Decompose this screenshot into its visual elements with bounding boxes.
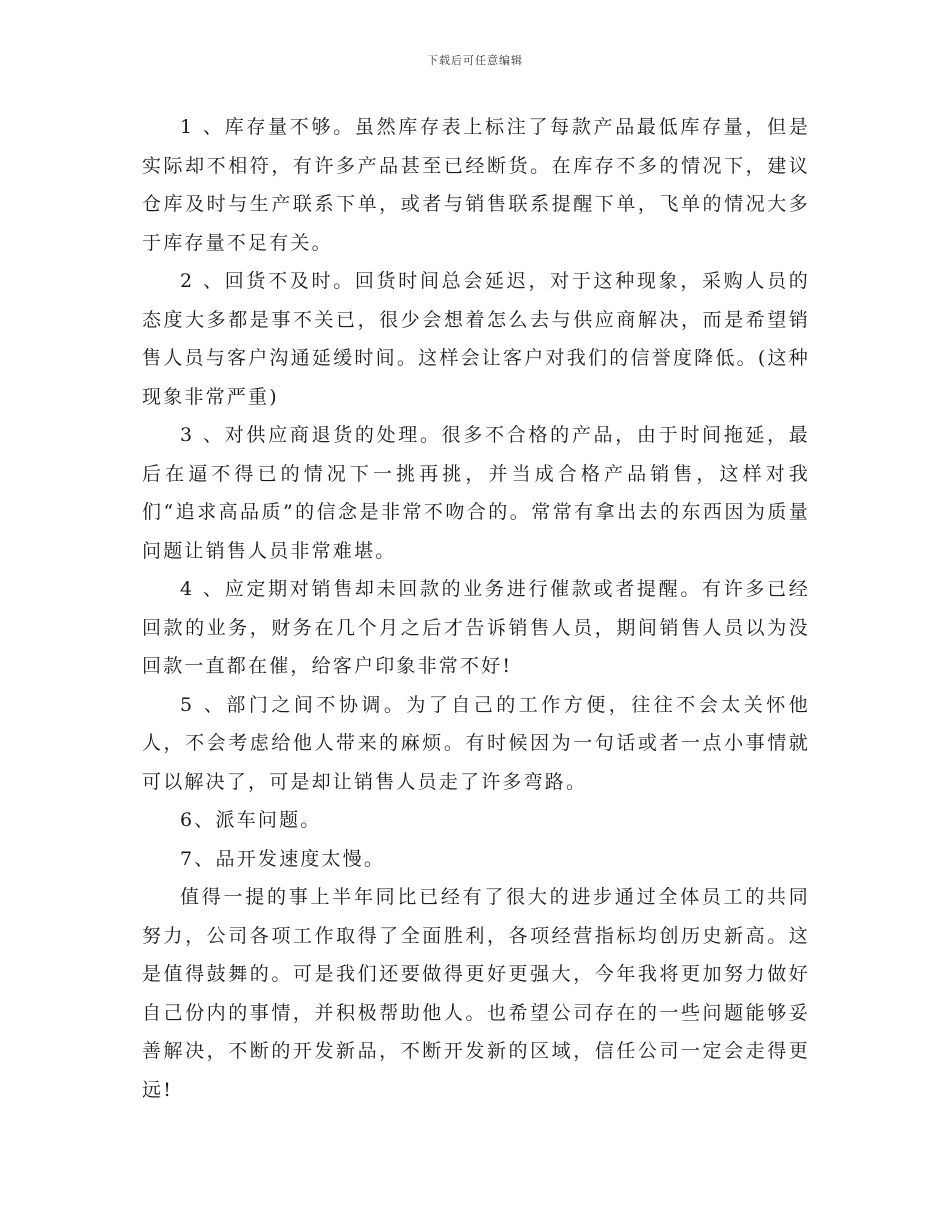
paragraph-delivery: 2 、回货不及时。回货时间总会延迟，对于这种现象，采购人员的态度大多都是事不关已，很少会想着怎么去与供应商解决，而是希望销售人员与客户沟通延缓时间。这样会让客户对我们的信誉度降低。(这种现象非常严重) (142, 270, 810, 408)
paragraph-coordination: 5 、部门之间不协调。为了自己的工作方便，往往不会太关怀他人，不会考虑给他人带来的麻烦。有时候因为一句话或者一点小事情就可以解决了，可是却让销售人员走了许多弯路。 (142, 693, 810, 793)
paragraph-returns: 3 、对供应商退货的处理。很多不合格的产品，由于时间拖延，最后在逼不得已的情况下一挑再挑，并当成合格产品销售，这样对我们“追求高品质”的信念是非常不吻合的。常常有拿出去的东西因为质量问题让销售人员非常难堪。 (142, 424, 810, 562)
paragraph-inventory: 1 、库存量不够。虽然库存表上标注了每款产品最低库存量，但是实际却不相符，有许多产品甚至已经断货。在库存不多的情况下，建议仓库及时与生产联系下单，或者与销售联系提醒下单，飞单的情况大多于库存量不足有关。 (142, 116, 810, 254)
document-body (142, 108, 810, 1109)
paragraph-collections: 4 、应定期对销售却未回款的业务进行催款或者提醒。有许多已经回款的业务，财务在几个月之后才告诉销售人员，期间销售人员以为没回款一直都在催，给客户印象非常不好! (142, 578, 810, 677)
paragraph-development: 7、品开发速度太慢。 (180, 847, 386, 870)
paragraph-dispatch: 6、派车问题。 (180, 809, 322, 831)
page-header: 下载后可任意编辑 (427, 54, 523, 67)
paragraph-summary: 值得一提的事上半年同比已经有了很大的进步通过全体员工的共同努力，公司各项工作取得了全面胜利，各项经营指标均创历史新高。这是值得鼓舞的。可是我们还要做得更好更强大，今年我将更加努力做好自己份内的事情，并积极帮助他人。也希望公司存在的一些问题能够妥善解决，不断的开发新品，不断开发新的区域，信任公司一定会走得更远! (142, 886, 810, 1101)
